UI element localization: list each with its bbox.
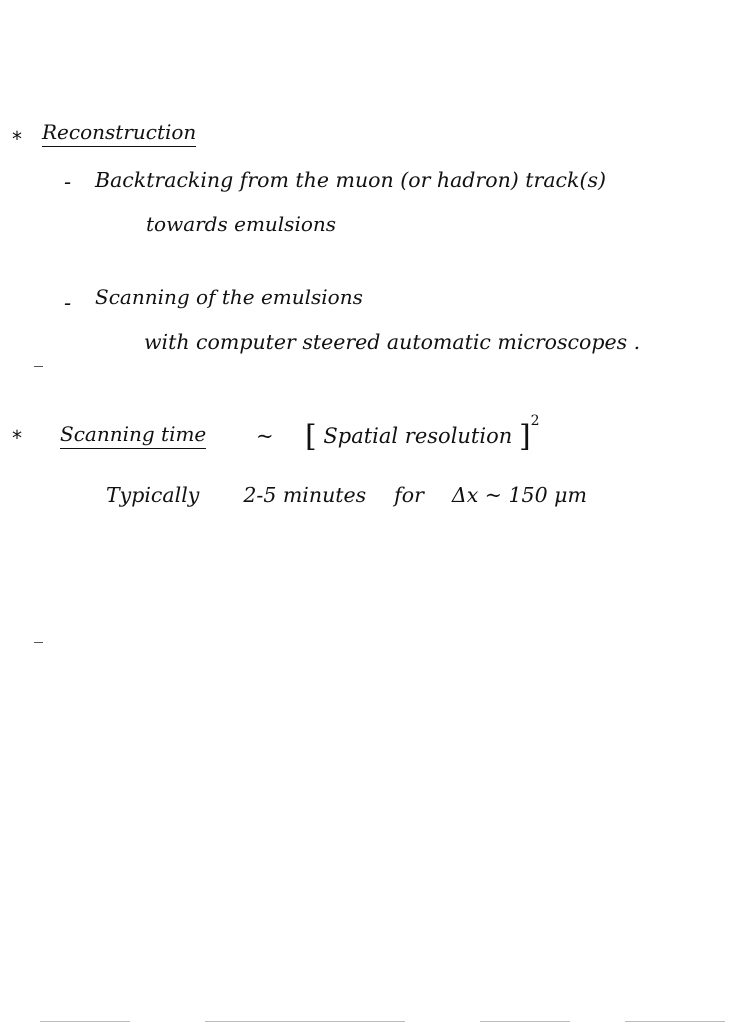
margin-tick-1 [34, 366, 43, 367]
item1-dash: - [64, 170, 72, 194]
item1-line2: towards emulsions [146, 212, 337, 236]
section2-bullet: * [12, 426, 22, 450]
time-range: 2-5 minutes [243, 483, 367, 507]
bracket-close: ] [518, 419, 531, 454]
exponent: 2 [530, 413, 540, 429]
item2-dash: - [64, 291, 72, 315]
scan-edge-4 [625, 1021, 725, 1022]
item2-line2: with computer steered automatic microscopes . [144, 330, 641, 354]
item2-line1: Scanning of the emulsions [95, 285, 363, 309]
for-word: for [394, 483, 424, 507]
section1-bullet: * [12, 127, 22, 151]
bracket-open: [ [304, 419, 317, 454]
section1-heading: Reconstruction [42, 122, 196, 147]
typically-line [106, 485, 587, 506]
typically-label: Typically [106, 483, 200, 507]
section2-heading: Scanning time [60, 424, 206, 449]
scan-edge-3 [480, 1021, 570, 1022]
delta-x-value: Δx ~ 150 μm [451, 483, 587, 507]
margin-tick-2 [34, 642, 43, 643]
spatial-resolution: Spatial resolution [323, 424, 513, 448]
item1-line1: Backtracking from the muon (or hadron) track(s) [95, 168, 606, 192]
scan-edge-2 [205, 1021, 405, 1022]
scan-edge-1 [40, 1021, 130, 1022]
approx-symbol: ~ [256, 424, 274, 448]
section2-formula [256, 414, 540, 452]
